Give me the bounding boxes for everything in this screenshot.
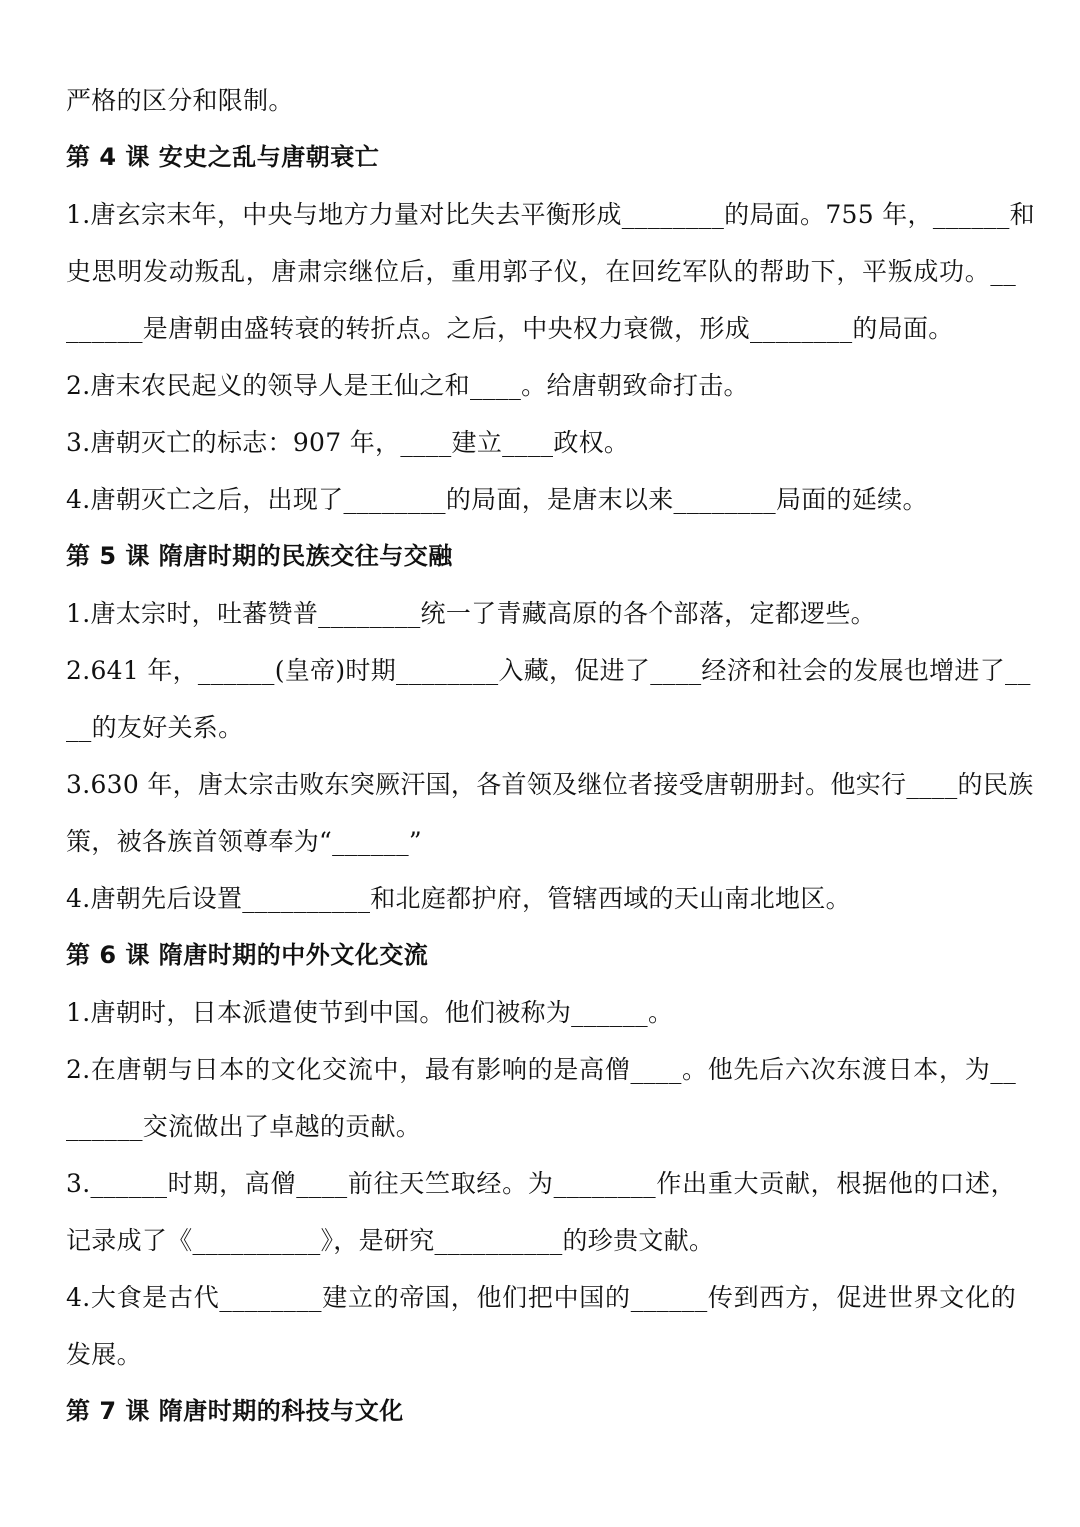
text-line: __的友好关系。 [66,713,244,742]
text-line: 1.唐朝时，日本派遣使节到中国。他们被称为______。 [66,998,674,1027]
lesson-heading: 第 5 课 隋唐时期的民族交往与交融 [66,542,453,570]
text-line: 3.630 年，唐太宗击败东突厥汗国，各首领及继位者接受唐朝册封。他实行____的民族 [66,770,1034,799]
text-line: 2.641 年，______(皇帝)时期________入藏，促进了____经济和社会的发展也增进了__ [66,656,1031,685]
text-line: 2.唐末农民起义的领导人是王仙之和____。给唐朝致命打击。 [66,371,749,400]
text-line: 策，被各族首领尊奉为“______” [66,827,422,856]
text-line: 4.唐朝先后设置__________和北庭都护府，管辖西域的天山南北地区。 [66,884,851,913]
text-line: 3.______时期，高僧____前往天竺取经。为________作出重大贡献，根据他的口述， [66,1169,1016,1198]
text-line: 严格的区分和限制。 [66,86,294,115]
text-line: 记录成了《__________》，是研究__________的珍贵文献。 [66,1226,715,1255]
text-line: 4.唐朝灭亡之后，出现了________的局面，是唐末以来________局面的延续。 [66,485,928,514]
text-line: 发展。 [66,1340,142,1369]
text-line: 1.唐太宗时，吐蕃赞普________统一了青藏高原的各个部落，定都逻些。 [66,599,876,628]
text-line: 1.唐玄宗末年，中央与地方力量对比失去平衡形成________的局面。755 年，______和 [66,200,1035,229]
text-line: ______是唐朝由盛转衰的转折点。之后，中央权力衰微，形成________的局面。 [66,314,954,343]
text-line: 史思明发动叛乱，唐肃宗继位后，重用郭子仪，在回纥军队的帮助下，平叛成功。__ [66,257,1016,286]
text-line: 2.在唐朝与日本的文化交流中，最有影响的是高僧____。他先后六次东渡日本，为__ [66,1055,1016,1084]
text-line: 3.唐朝灭亡的标志：907 年，____建立____政权。 [66,428,630,457]
lesson-heading: 第 4 课 安史之乱与唐朝衰亡 [66,143,380,171]
text-line: ______交流做出了卓越的贡献。 [66,1112,422,1141]
text-line: 4.大食是古代________建立的帝国，他们把中国的______传到西方，促进世界文化的 [66,1283,1016,1312]
document-page [66,72,1035,1440]
lesson-heading: 第 7 课 隋唐时期的科技与文化 [66,1397,404,1425]
lesson-heading: 第 6 课 隋唐时期的中外文化交流 [66,941,429,969]
